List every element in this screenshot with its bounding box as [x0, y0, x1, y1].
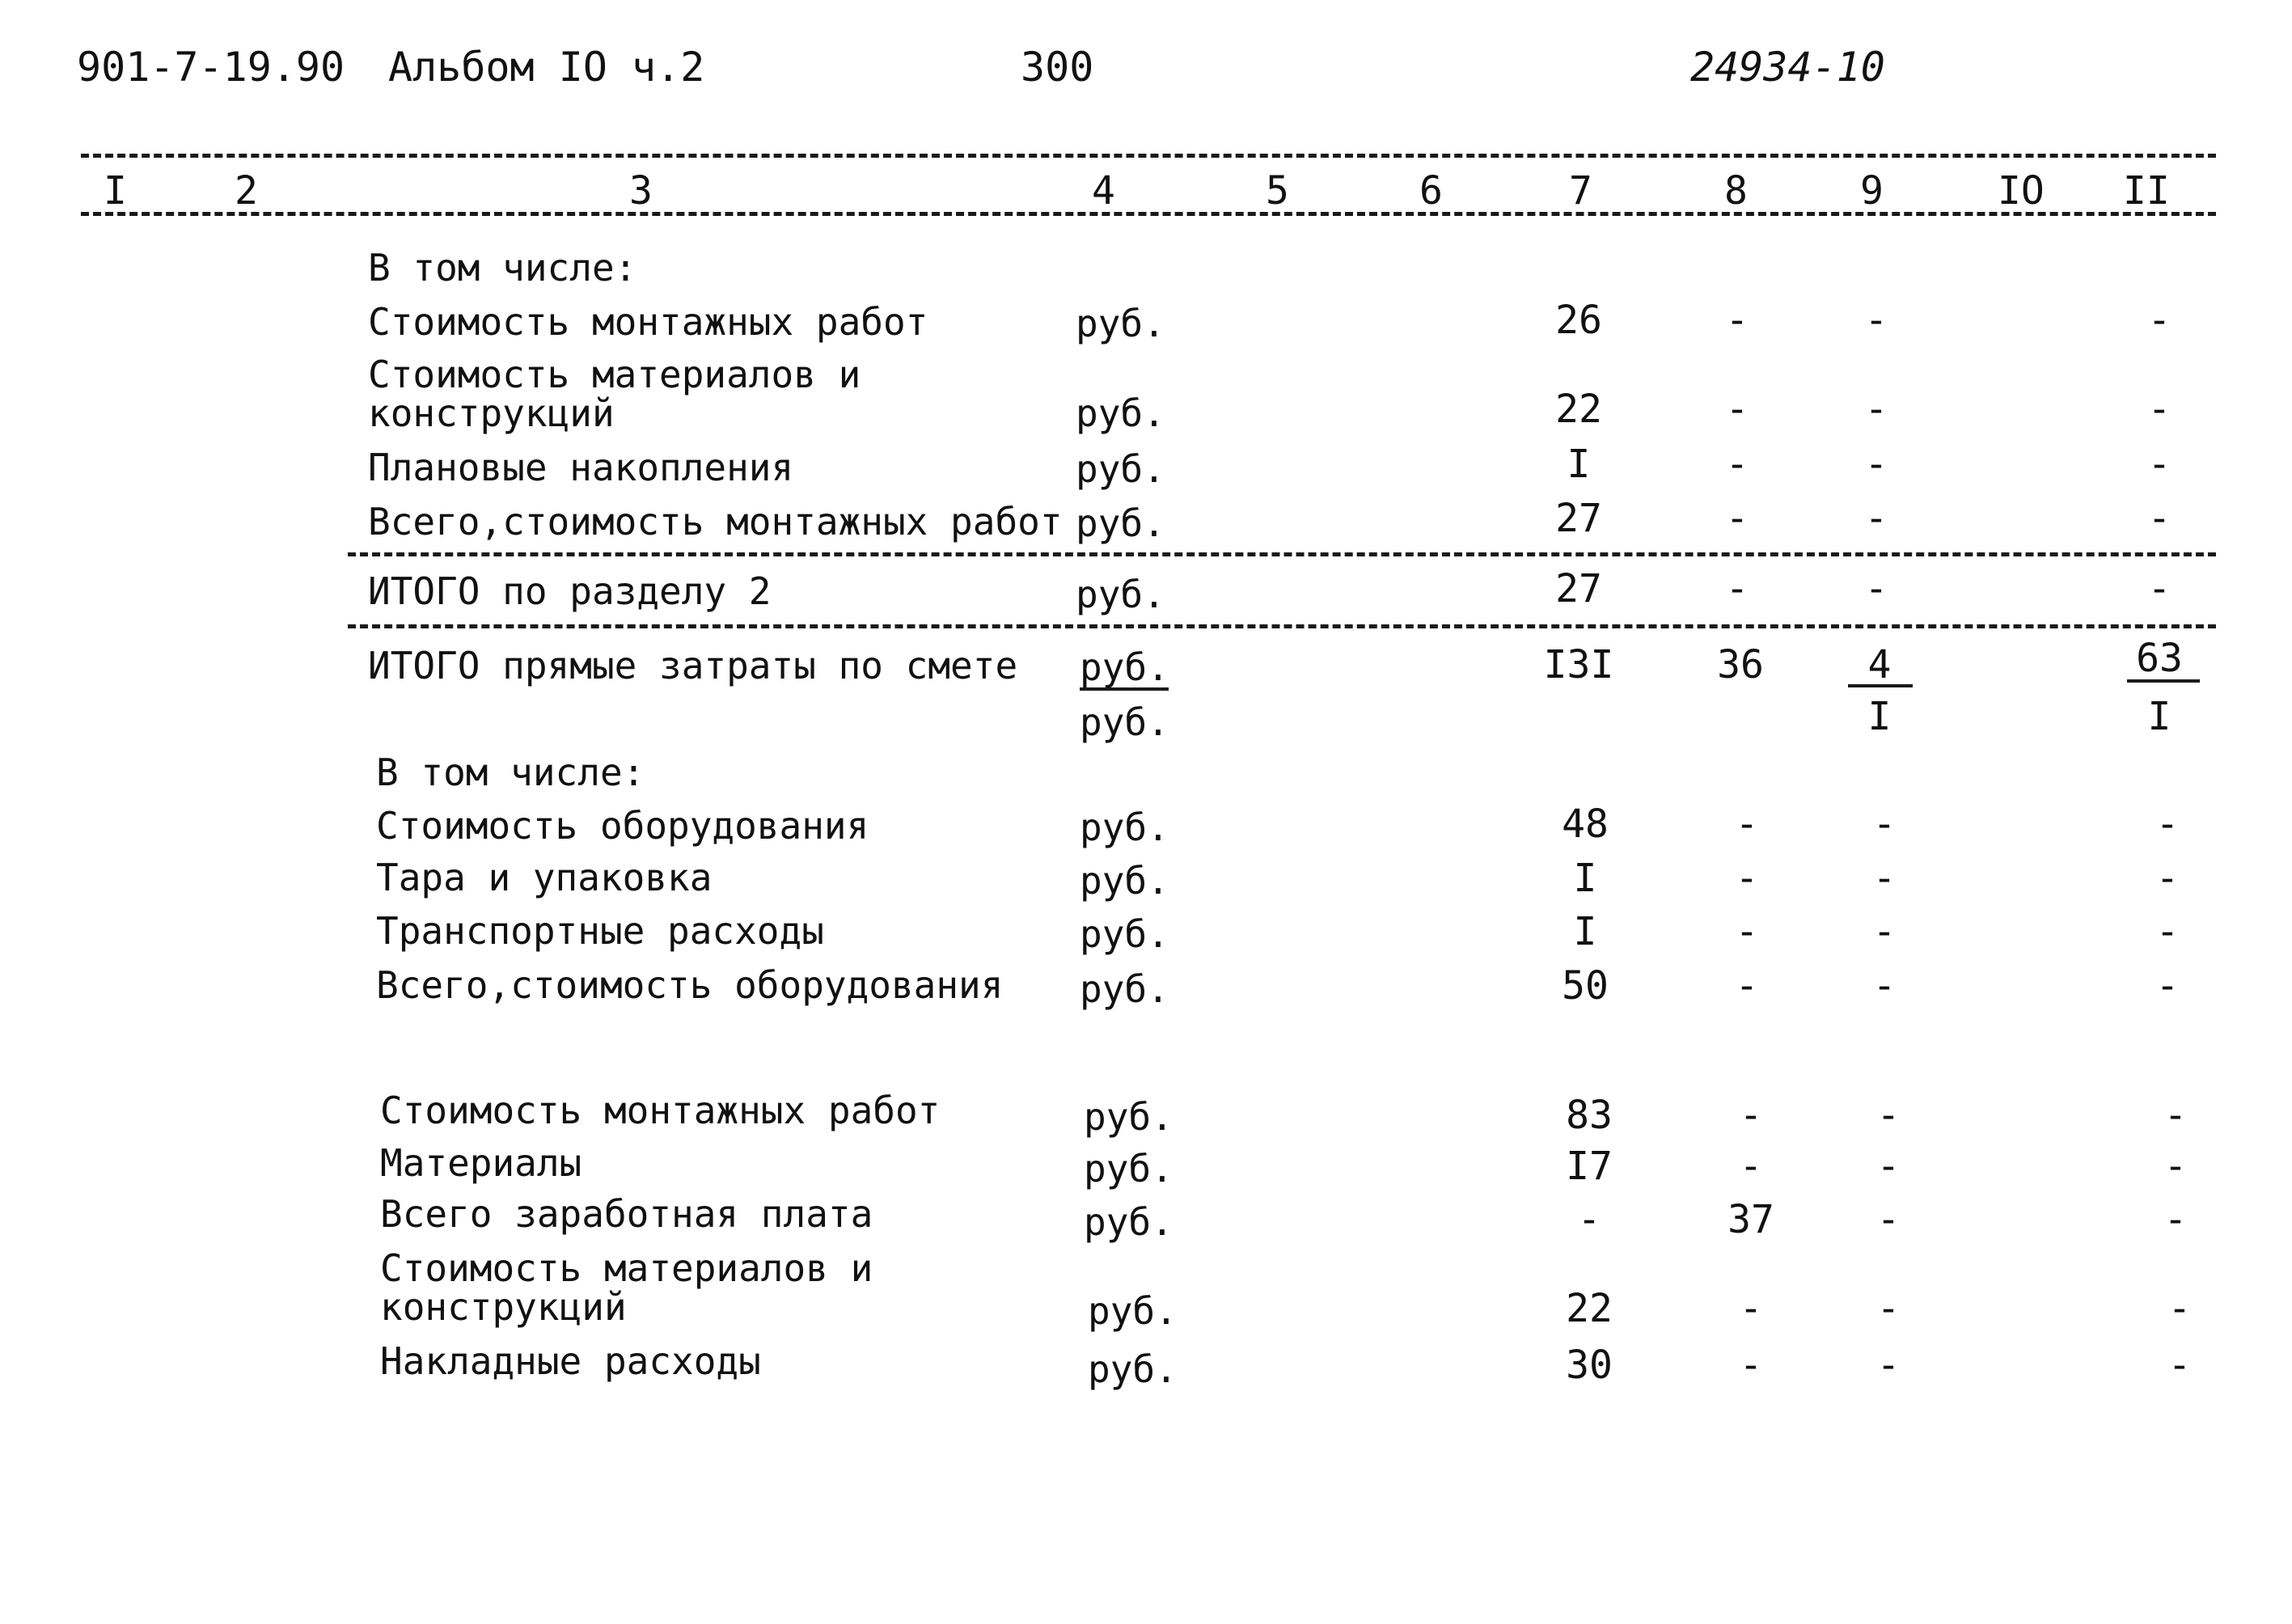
row-unit: руб. [1084, 1200, 1173, 1244]
cell-col9: - [1872, 801, 1897, 847]
cell-col7: I [1573, 856, 1597, 901]
cell-col8: - [1725, 566, 1749, 611]
cell-col9-lower: I [1867, 694, 1892, 739]
cell-col9: - [1876, 1197, 1901, 1242]
col-num-3: 3 [629, 168, 653, 214]
cell-col9: - [1876, 1286, 1901, 1331]
doc-code: 901-7-19.90 [77, 44, 345, 91]
row-unit: руб. [1076, 501, 1165, 545]
cell-col9: - [1864, 442, 1888, 487]
cell-col11: - [2147, 566, 2171, 611]
row-label: Транспортные расходы [376, 909, 824, 953]
row-unit: руб. [1088, 1289, 1178, 1333]
row-label: Стоимость монтажных работ [368, 300, 928, 344]
row-label: Стоимость материалов и [380, 1246, 873, 1290]
row-unit: руб. [1080, 645, 1169, 689]
row-label: В том числе: [368, 246, 637, 290]
cell-col11: - [2155, 856, 2180, 901]
cell-col7: 27 [1555, 566, 1602, 611]
cell-col9: - [1876, 1144, 1901, 1189]
cell-col8: 37 [1727, 1197, 1774, 1242]
cell-col7: 50 [1562, 963, 1609, 1009]
cell-col8: - [1739, 1286, 1763, 1331]
row-label-line2: конструкций [380, 1285, 627, 1329]
row-label: ИТОГО прямые затраты по смете [368, 644, 1018, 687]
col-num-2: 2 [235, 168, 258, 214]
col-num-10: IO [1998, 168, 2045, 214]
cell-col7: 48 [1562, 801, 1609, 847]
cell-col8: - [1725, 298, 1749, 343]
row-label: Стоимость монтажных работ [380, 1089, 941, 1132]
cell-col11: - [2155, 909, 2180, 954]
header-rule-top [81, 154, 2216, 158]
col-num-11: II [2123, 168, 2170, 214]
cell-col9: - [1864, 298, 1888, 343]
cell-col11: - [2155, 801, 2180, 847]
cell-col8: 36 [1717, 642, 1764, 687]
col-num-6: 6 [1419, 168, 1443, 214]
cell-col7: 83 [1566, 1093, 1613, 1138]
fraction-bar-col11 [2127, 679, 2200, 683]
row-unit: руб. [1080, 859, 1169, 903]
unit-underline [1080, 687, 1169, 691]
cell-col7: 26 [1555, 298, 1602, 343]
cell-col8: - [1739, 1093, 1763, 1138]
cell-col7: 27 [1555, 496, 1602, 541]
cell-col8: - [1739, 1144, 1763, 1189]
cell-col11: - [2147, 298, 2171, 343]
cell-col8: - [1725, 387, 1749, 432]
row-label: ИТОГО по разделу 2 [368, 569, 772, 613]
cell-col7: 22 [1566, 1286, 1613, 1331]
cell-col11: - [2167, 1343, 2192, 1388]
cell-col11: - [2147, 387, 2171, 432]
row-unit: руб. [1080, 806, 1169, 849]
cell-col11-lower: I [2147, 694, 2171, 739]
cell-col8: - [1735, 801, 1759, 847]
cell-col7: 22 [1555, 387, 1602, 432]
cell-col7: I [1573, 909, 1597, 954]
cell-col7: I [1567, 442, 1591, 487]
row-label: Накладные расходы [380, 1339, 761, 1383]
row-unit: руб. [1076, 573, 1165, 616]
cell-col9: - [1864, 566, 1888, 611]
cell-col11: - [2163, 1197, 2188, 1242]
cell-col11: 63 [2136, 636, 2183, 681]
col-num-1: I [104, 168, 127, 214]
cell-col9: - [1872, 909, 1897, 954]
cell-col7: 30 [1566, 1343, 1613, 1388]
row-label: Всего заработная плата [380, 1192, 873, 1236]
album-label: Альбом IO ч.2 [388, 44, 705, 91]
row-label: Тара и упаковка [376, 856, 713, 899]
cell-col8: - [1739, 1343, 1763, 1388]
row-label: В том числе: [376, 751, 645, 794]
cell-col7: I7 [1566, 1144, 1613, 1189]
sheet-code: 24934-10 [1690, 44, 1885, 91]
cell-col8: - [1725, 496, 1749, 541]
cell-col9: - [1872, 963, 1897, 1009]
cell-col8: - [1725, 442, 1749, 487]
cell-col8: - [1735, 856, 1759, 901]
cell-col11: - [2147, 442, 2171, 487]
cell-col9: 4 [1867, 642, 1892, 687]
row-unit: руб. [1084, 1147, 1173, 1191]
col-num-7: 7 [1569, 168, 1592, 214]
cell-col11: - [2163, 1093, 2188, 1138]
row-label: Материалы [380, 1141, 582, 1185]
row-unit: руб. [1080, 967, 1169, 1011]
row-label: Всего,стоимость монтажных работ [368, 500, 1063, 543]
cell-col11: - [2163, 1144, 2188, 1189]
row-unit: руб. [1084, 1095, 1173, 1139]
row-label: Всего,стоимость оборудования [376, 963, 1004, 1007]
cell-col9: - [1876, 1343, 1901, 1388]
col-num-5: 5 [1266, 168, 1289, 214]
cell-col8: - [1735, 909, 1759, 954]
col-num-8: 8 [1724, 168, 1748, 214]
row-unit: руб. [1076, 447, 1165, 491]
header-rule-bottom [81, 212, 2216, 216]
row-label: Стоимость материалов и [368, 353, 861, 396]
row-unit: руб. [1080, 912, 1169, 956]
cell-col9: - [1872, 856, 1897, 901]
row-unit: руб. [1088, 1347, 1178, 1391]
fraction-bar-col9 [1848, 684, 1913, 687]
row-label: Плановые накопления [368, 446, 794, 489]
row-label: Стоимость оборудования [376, 804, 869, 848]
row-unit-line2: руб. [1080, 700, 1169, 744]
cell-col11: - [2155, 963, 2180, 1009]
row-label-line2: конструкций [368, 391, 615, 435]
cell-col7: I3I [1543, 642, 1614, 687]
col-num-9: 9 [1860, 168, 1884, 214]
cell-col11: - [2167, 1286, 2192, 1331]
cell-col8: - [1735, 963, 1759, 1009]
section-divider [348, 624, 2216, 628]
row-unit: руб. [1076, 302, 1165, 345]
row-unit: руб. [1076, 391, 1165, 435]
section-divider [348, 552, 2216, 556]
cell-col11: - [2147, 496, 2171, 541]
cell-col9: - [1876, 1093, 1901, 1138]
cell-col9: - [1864, 387, 1888, 432]
cell-col7: - [1577, 1197, 1601, 1242]
cell-col9: - [1864, 496, 1888, 541]
page-number: 300 [1021, 44, 1094, 91]
col-num-4: 4 [1092, 168, 1115, 214]
